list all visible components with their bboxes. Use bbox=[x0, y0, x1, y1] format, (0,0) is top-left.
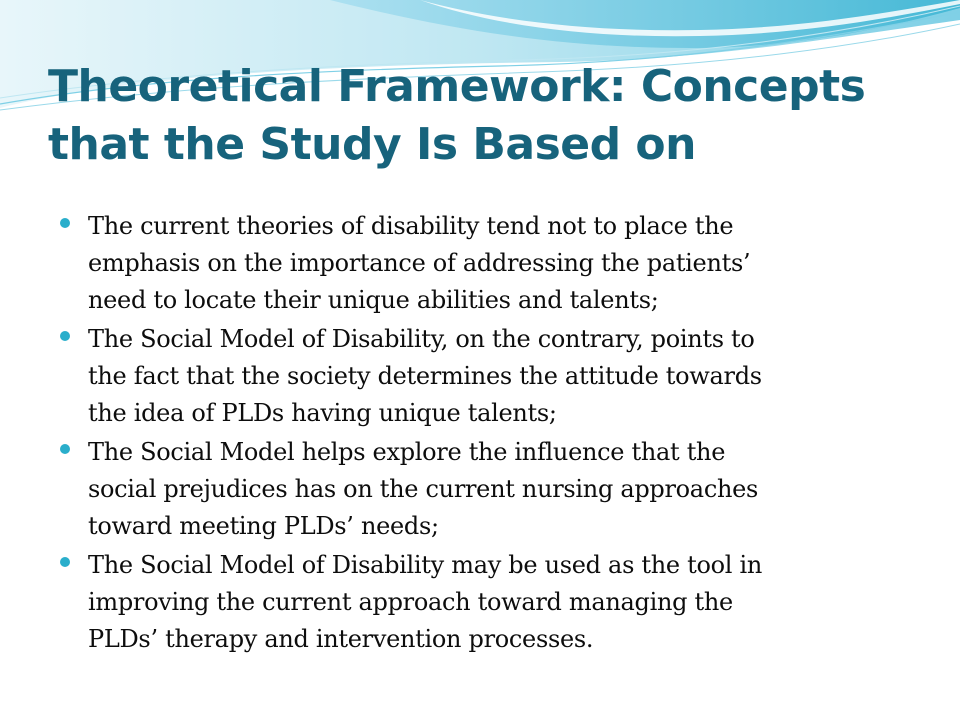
bullet-line: the fact that the society determines the attitude towards bbox=[88, 362, 762, 390]
slide-title bbox=[48, 58, 928, 174]
bullet-dot-icon bbox=[60, 557, 70, 567]
bullet-line: The Social Model of Disability, on the contrary, points to bbox=[88, 325, 755, 353]
bullet-line: The Social Model of Disability may be used as the tool in bbox=[88, 551, 763, 579]
bullet-line: emphasis on the importance of addressing the patients’ bbox=[88, 249, 751, 277]
bullet-line: The Social Model helps explore the influence that the bbox=[88, 438, 726, 466]
bullet-line: social prejudices has on the current nursing approaches bbox=[88, 475, 759, 503]
bullet-dot-icon bbox=[60, 331, 70, 341]
bullet-line: The current theories of disability tend not to place the bbox=[88, 212, 734, 240]
bullet-dot-icon bbox=[60, 444, 70, 454]
bullet-list bbox=[58, 208, 938, 660]
bullet-item bbox=[58, 321, 938, 432]
bullet-item bbox=[58, 434, 938, 545]
bullet-text bbox=[88, 208, 938, 319]
bullet-line: need to locate their unique abilities and talents; bbox=[88, 286, 659, 314]
bullet-text bbox=[88, 547, 938, 658]
bullet-text bbox=[88, 321, 938, 432]
slide-title-line-1: Theoretical Framework: Concepts bbox=[48, 61, 866, 112]
bullet-text bbox=[88, 434, 938, 545]
slide-title-line-2: that the Study Is Based on bbox=[48, 119, 696, 170]
bullet-line: PLDs’ therapy and intervention processes. bbox=[88, 625, 594, 653]
bullet-line: toward meeting PLDs’ needs; bbox=[88, 512, 439, 540]
bullet-line: improving the current approach toward managing the bbox=[88, 588, 733, 616]
bullet-dot-icon bbox=[60, 218, 70, 228]
bullet-item bbox=[58, 547, 938, 658]
bullet-item bbox=[58, 208, 938, 319]
bullet-line: the idea of PLDs having unique talents; bbox=[88, 399, 557, 427]
